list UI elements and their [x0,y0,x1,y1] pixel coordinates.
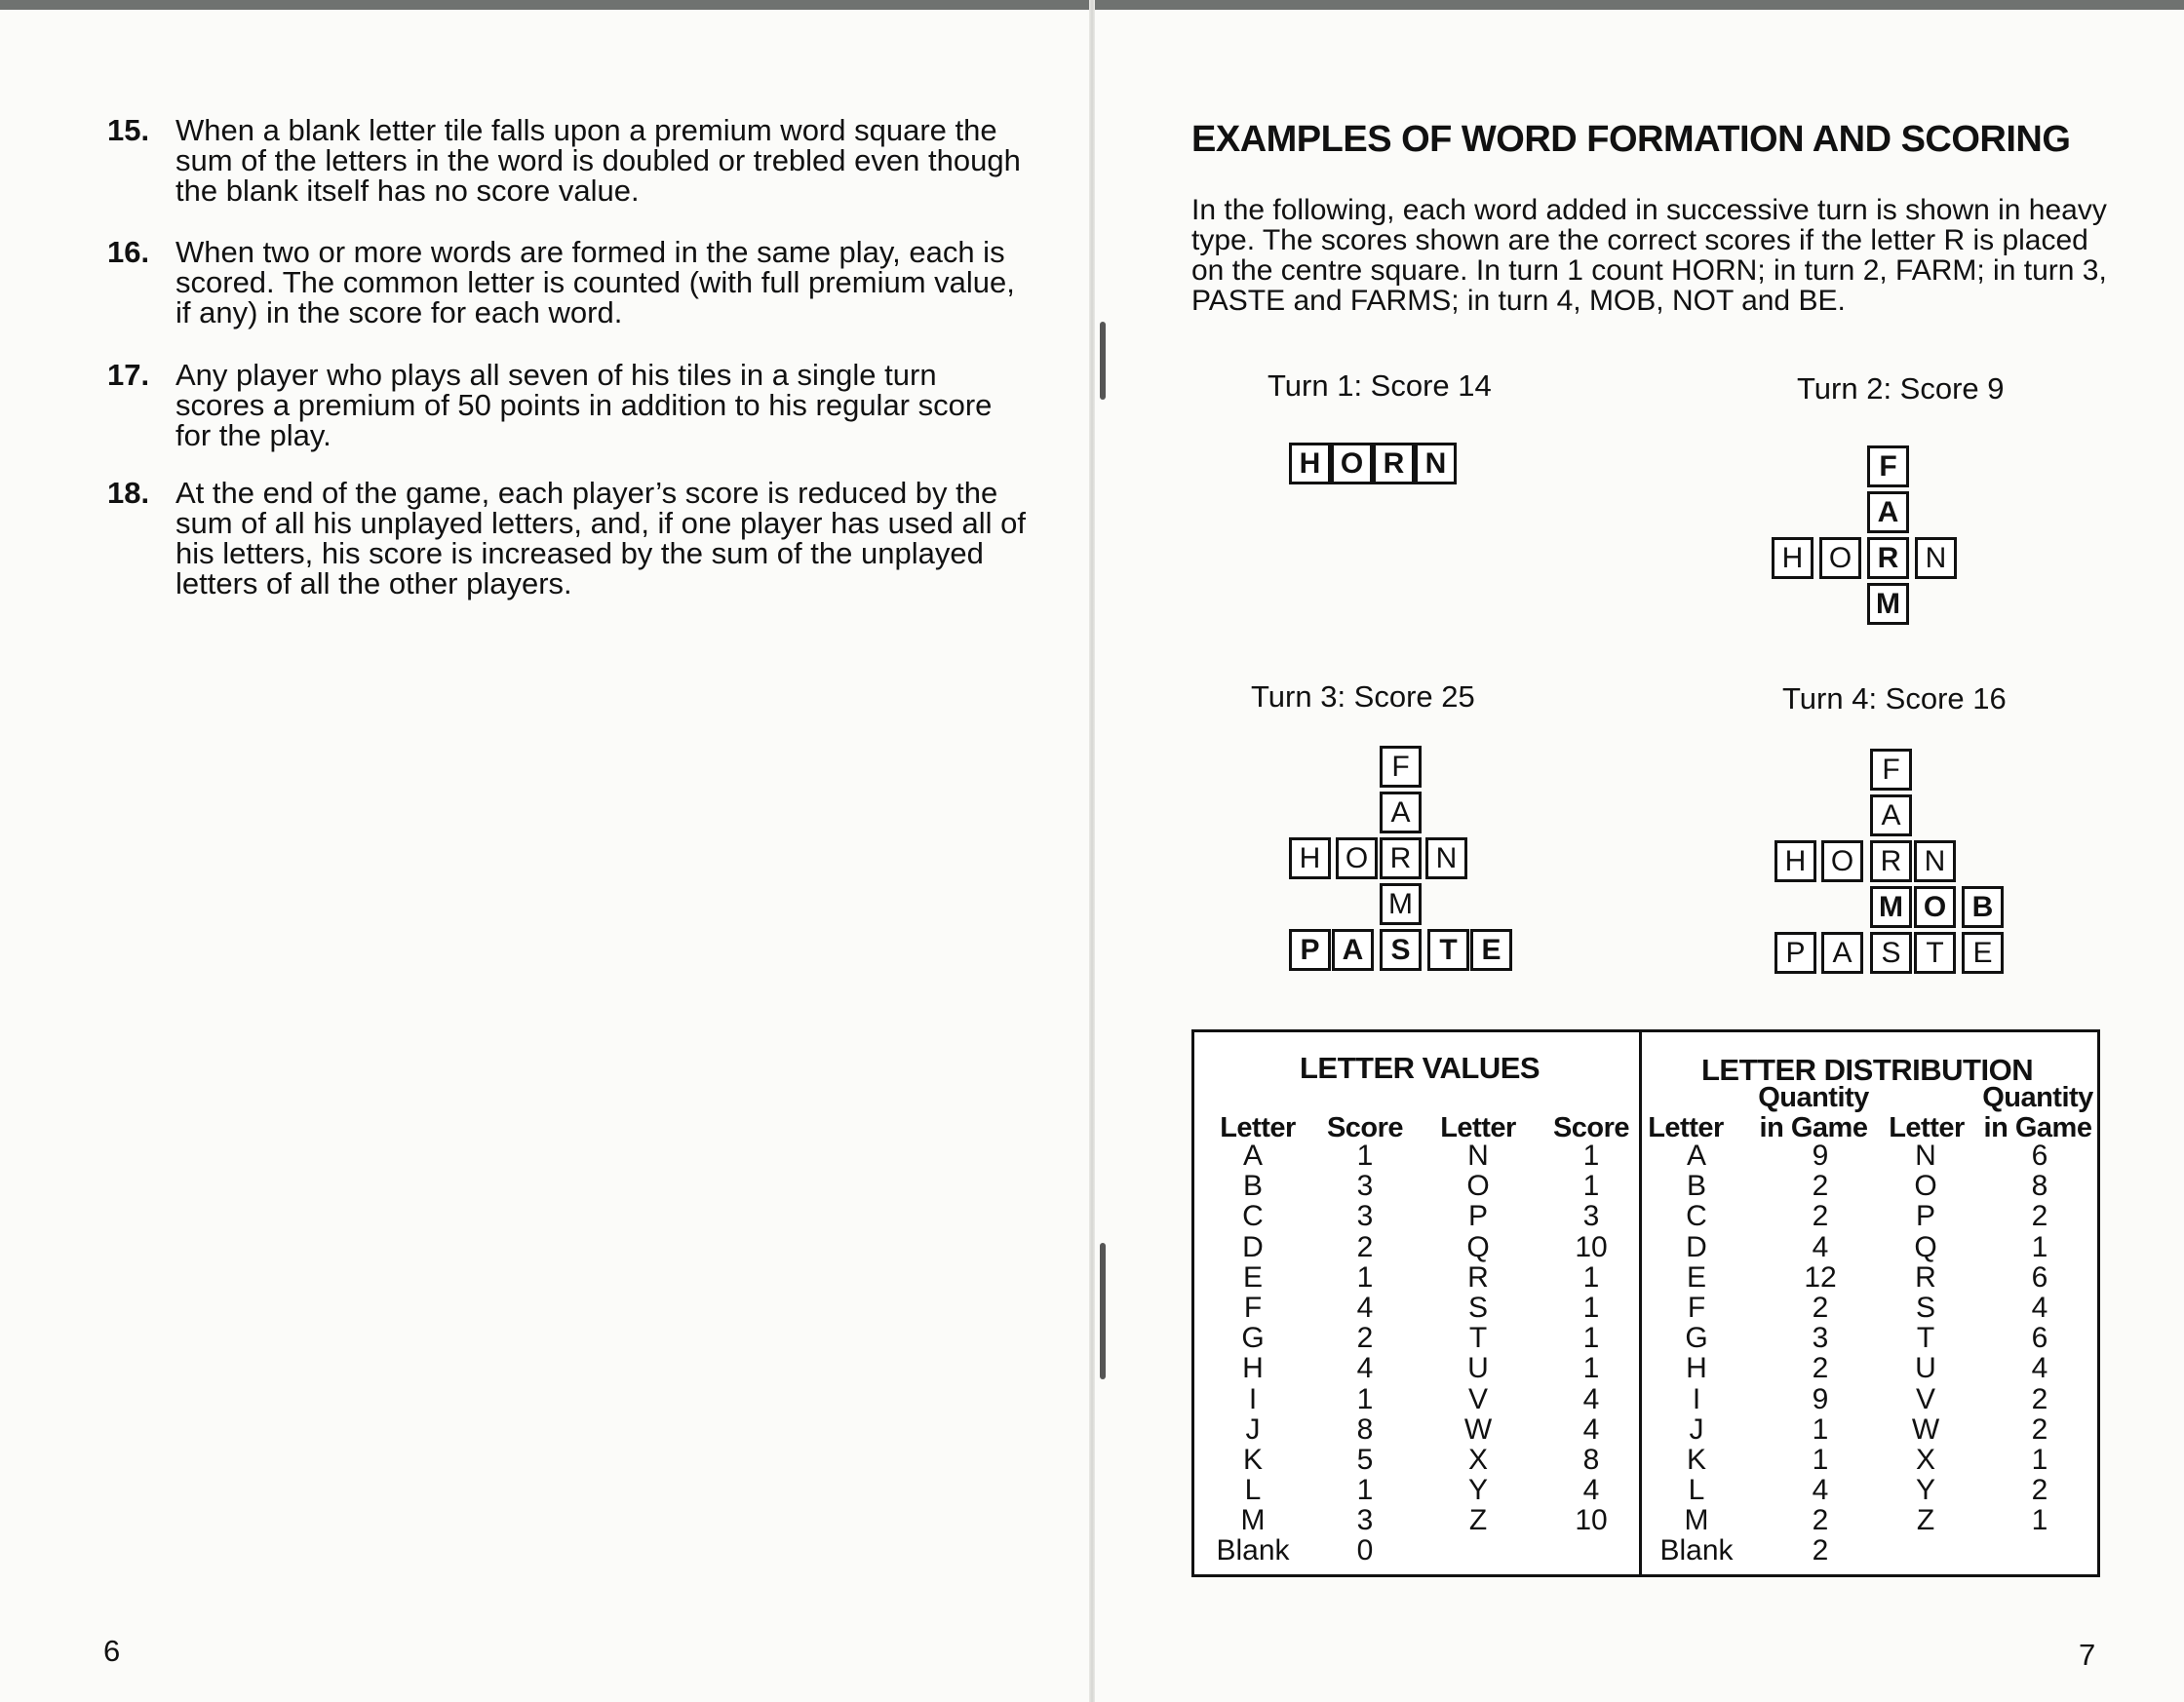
table-cell-letter: R [1915,1260,1936,1294]
tile-a: A [1821,932,1863,974]
table-cell-score: 0 [1356,1534,1374,1567]
table-cell-score: 8 [1582,1443,1600,1476]
table-cell-letter: Y [1467,1474,1488,1507]
table-cell-score: 1 [1582,1140,1600,1172]
tile-h: H [1774,840,1816,882]
table-cell-letter: M [1684,1504,1709,1537]
table-cell-letter: X [1915,1443,1935,1476]
tile-t: T [1914,932,1956,974]
table-cell-score: 8 [1356,1412,1374,1446]
tile-e: E [1470,929,1512,971]
table-cell-letter: B [1242,1170,1263,1203]
tile-a: A [1332,929,1374,971]
tile-r: R [1373,443,1415,484]
tile-n: N [1914,840,1956,882]
table-cell-score: 1 [1582,1322,1600,1355]
table-cell-quantity: 1 [2031,1504,2048,1537]
ld-letters-column-1 [1653,1141,1740,1567]
tile-r: R [1870,840,1912,882]
table-cell-letter: Z [1916,1504,1935,1537]
table-cell-letter: E [1686,1260,1706,1294]
turn-3-label: Turn 3: Score 25 [1251,679,1475,714]
tile-r: R [1867,537,1909,579]
table-cell-letter: Blank [1216,1534,1290,1567]
book-spine [1089,0,1095,1702]
table-cell-letter: D [1242,1230,1264,1263]
ld-letters-column-2 [1877,1141,1974,1535]
ld-quantity-column-1 [1772,1141,1869,1567]
table-cell-quantity: 1 [2031,1443,2048,1476]
table-cell-letter: H [1686,1352,1707,1385]
table-cell-letter: P [1915,1200,1935,1233]
lv-score-header-2: Score [1552,1112,1630,1143]
turn-1-label: Turn 1: Score 14 [1268,368,1492,403]
lv-letter-header: Letter [1220,1112,1296,1143]
ld-quantity-header: Quantity in Game [1758,1082,1869,1143]
tile-a: A [1870,794,1912,836]
table-cell-score: 4 [1582,1382,1600,1415]
table-cell-letter: T [1468,1322,1488,1355]
intro-paragraph: In the following, each word added in successive turn is shown in heavy type. The scores shown are the correct scores if the letter R is placed on the centre square. In turn 1 count HORN; in turn 2, FARM; in turn 3, PASTE and FARMS; in turn 4, MOB, NOT and BE. [1191,194,2107,317]
table-cell-score: 4 [1356,1291,1374,1324]
table-cell-quantity: 2 [1812,1352,1829,1385]
table-cell-score: 10 [1575,1230,1608,1263]
table-cell-quantity: 2 [2031,1412,2048,1446]
tile-p: P [1289,929,1331,971]
turn-4-label: Turn 4: Score 16 [1782,681,2007,716]
table-cell-quantity: 4 [1812,1474,1829,1507]
table-cell-letter: Y [1915,1474,1935,1507]
table-cell-quantity: 2 [2031,1382,2048,1415]
letter-values-heading: LETTER VALUES [1300,1051,1540,1085]
table-cell-letter: O [1914,1170,1937,1203]
table-cell-letter: N [1915,1140,1936,1172]
table-cell-quantity: 3 [1812,1322,1829,1355]
tile-s: S [1870,932,1912,974]
table-cell-quantity: 9 [1812,1382,1829,1415]
page-number-left: 6 [103,1634,121,1668]
page-number-right: 7 [2079,1638,2096,1672]
table-cell-quantity: 8 [2031,1170,2048,1203]
tile-b: B [1962,886,2004,928]
table-cell-letter: P [1467,1200,1488,1233]
tile-n: N [1415,443,1457,484]
letter-distribution-heading: LETTER DISTRIBUTION [1701,1053,2034,1087]
tile-o: O [1914,886,1956,928]
table-cell-quantity: 12 [1804,1260,1837,1294]
rule-text: When a blank letter tile falls upon a premium word square the sum of the letters in the word is doubled or trebled even though the blank itself has no score value. [176,113,1021,208]
table-cell-quantity: 2 [1812,1504,1829,1537]
table-cell-quantity: 6 [2031,1140,2048,1172]
tile-t: T [1427,929,1469,971]
tile-n: N [1425,837,1467,879]
table-cell-letter: R [1467,1260,1489,1294]
table-cell-score: 3 [1356,1200,1374,1233]
table-cell-score: 2 [1356,1322,1374,1355]
table-cell-quantity: 2 [2031,1474,2048,1507]
rule-text: Any player who plays all seven of his tiles in a single turn scores a premium of 50 points in addition to his regular score for the play. [176,358,993,452]
table-cell-quantity: 4 [1812,1230,1829,1263]
tile-e: E [1962,932,2004,974]
table-cell-letter: B [1686,1170,1706,1203]
table-cell-letter: M [1240,1504,1266,1537]
tile-o: O [1819,537,1861,579]
table-cell-score: 5 [1356,1443,1374,1476]
table-cell-letter: T [1916,1322,1935,1355]
tile-s: S [1380,929,1422,971]
table-cell-letter: L [1244,1474,1262,1507]
table-cell-quantity: 2 [1812,1291,1829,1324]
table-cell-quantity: 1 [1812,1443,1829,1476]
tile-h: H [1289,837,1331,879]
table-cell-quantity: 2 [1812,1200,1829,1233]
staple-bottom [1100,1243,1106,1379]
tile-f: F [1867,445,1909,487]
table-cell-letter: V [1915,1382,1935,1415]
table-cell-score: 10 [1575,1504,1608,1537]
ld-quantity-header-2: Quantity in Game [1982,1082,2093,1143]
tile-o: O [1331,443,1373,484]
tile-m: M [1870,886,1912,928]
table-cell-letter: G [1241,1322,1265,1355]
rule-number: 15. [107,113,150,147]
table-cell-score: 4 [1582,1412,1600,1446]
table-cell-score: 1 [1582,1260,1600,1294]
table-cell-letter: F [1243,1291,1263,1324]
rule-text: When two or more words are formed in the same play, each is scored. The common letter is counted (with full premium value, if any) in the score for each word. [176,235,1015,329]
lv-letters-column-2 [1429,1141,1527,1535]
table-cell-letter: W [1911,1412,1940,1446]
table-cell-letter: I [1248,1382,1258,1415]
table-cell-letter: U [1915,1352,1936,1385]
table-cell-letter: C [1242,1200,1264,1233]
tile-h: H [1289,443,1331,484]
table-cell-letter: N [1467,1140,1489,1172]
table-cell-letter: E [1242,1260,1263,1294]
table-cell-quantity: 4 [2031,1352,2048,1385]
table-cell-score: 2 [1356,1230,1374,1263]
table-cell-score: 1 [1356,1474,1374,1507]
tile-m: M [1867,583,1909,625]
ld-letter-header: Letter [1648,1112,1724,1143]
table-cell-letter: S [1915,1291,1935,1324]
table-cell-score: 1 [1356,1140,1374,1172]
tile-m: M [1380,883,1422,925]
table-cell-letter: I [1692,1382,1701,1415]
table-cell-quantity: 2 [1812,1170,1829,1203]
staple-top [1100,322,1106,400]
table-cell-letter: W [1463,1412,1493,1446]
table-cell-letter: S [1467,1291,1488,1324]
table-cell-letter: Blank [1659,1534,1734,1567]
table-cell-score: 4 [1582,1474,1600,1507]
tile-f: F [1870,749,1912,791]
tile-a: A [1380,792,1422,833]
table-cell-quantity: 9 [1812,1140,1829,1172]
tile-h: H [1772,537,1814,579]
table-cell-letter: G [1685,1322,1708,1355]
table-cell-letter: Z [1468,1504,1488,1537]
table-cell-quantity: 4 [2031,1291,2048,1324]
table-cell-letter: V [1467,1382,1488,1415]
table-cell-quantity: 6 [2031,1322,2048,1355]
lv-scores-column-1 [1316,1141,1414,1567]
table-cell-letter: K [1242,1443,1263,1476]
table-cell-score: 4 [1356,1352,1374,1385]
table-cell-letter: A [1686,1140,1706,1172]
ld-quantity-column-2 [1991,1141,2088,1535]
rule-number: 17. [107,358,150,392]
table-cell-letter: X [1467,1443,1488,1476]
lv-letter-header-2: Letter [1440,1112,1516,1143]
turn-2-label: Turn 2: Score 9 [1797,371,2005,406]
lv-scores-column-2 [1542,1141,1640,1535]
table-cell-letter: U [1467,1352,1489,1385]
rule-number: 16. [107,235,150,269]
table-cell-letter: A [1242,1140,1263,1172]
table-cell-letter: J [1689,1412,1704,1446]
table-cell-letter: J [1245,1412,1261,1446]
rule-number: 18. [107,476,150,510]
table-cell-score: 1 [1582,1291,1600,1324]
table-cell-score: 3 [1356,1170,1374,1203]
table-cell-quantity: 2 [2031,1200,2048,1233]
table-cell-quantity: 2 [1812,1534,1829,1567]
table-cell-score: 1 [1356,1382,1374,1415]
table-cell-quantity: 6 [2031,1260,2048,1294]
tile-o: O [1821,840,1863,882]
table-cell-letter: K [1686,1443,1706,1476]
rule-text: At the end of the game, each player’s score is reduced by the sum of all his unplayed letters, and, if one player has used all of his letters, his score is increased by the sum of the unplayed letters of all the other players. [176,476,1026,600]
page-title: EXAMPLES OF WORD FORMATION AND SCORING [1191,119,2071,160]
table-cell-score: 1 [1356,1260,1374,1294]
table-cell-score: 1 [1582,1352,1600,1385]
table-cell-letter: C [1686,1200,1707,1233]
lv-score-header: Score [1326,1112,1404,1143]
tile-f: F [1380,746,1422,788]
table-cell-letter: L [1688,1474,1705,1507]
table-cell-score: 3 [1582,1200,1600,1233]
table-cell-quantity: 1 [2031,1230,2048,1263]
table-cell-score: 3 [1356,1504,1374,1537]
tile-p: P [1774,932,1816,974]
table-cell-quantity: 1 [1812,1412,1829,1446]
table-cell-letter: Q [1466,1230,1490,1263]
table-cell-letter: D [1686,1230,1707,1263]
ld-letter-header-2: Letter [1889,1112,1965,1143]
table-cell-letter: F [1687,1291,1706,1324]
table-cell-letter: O [1466,1170,1490,1203]
tile-r: R [1380,837,1422,879]
table-cell-letter: H [1242,1352,1264,1385]
tile-o: O [1336,837,1378,879]
table-cell-letter: Q [1914,1230,1937,1263]
lv-letters-column-1 [1209,1141,1297,1567]
tile-a: A [1867,491,1909,533]
table-cell-score: 1 [1582,1170,1600,1203]
tile-n: N [1915,537,1957,579]
